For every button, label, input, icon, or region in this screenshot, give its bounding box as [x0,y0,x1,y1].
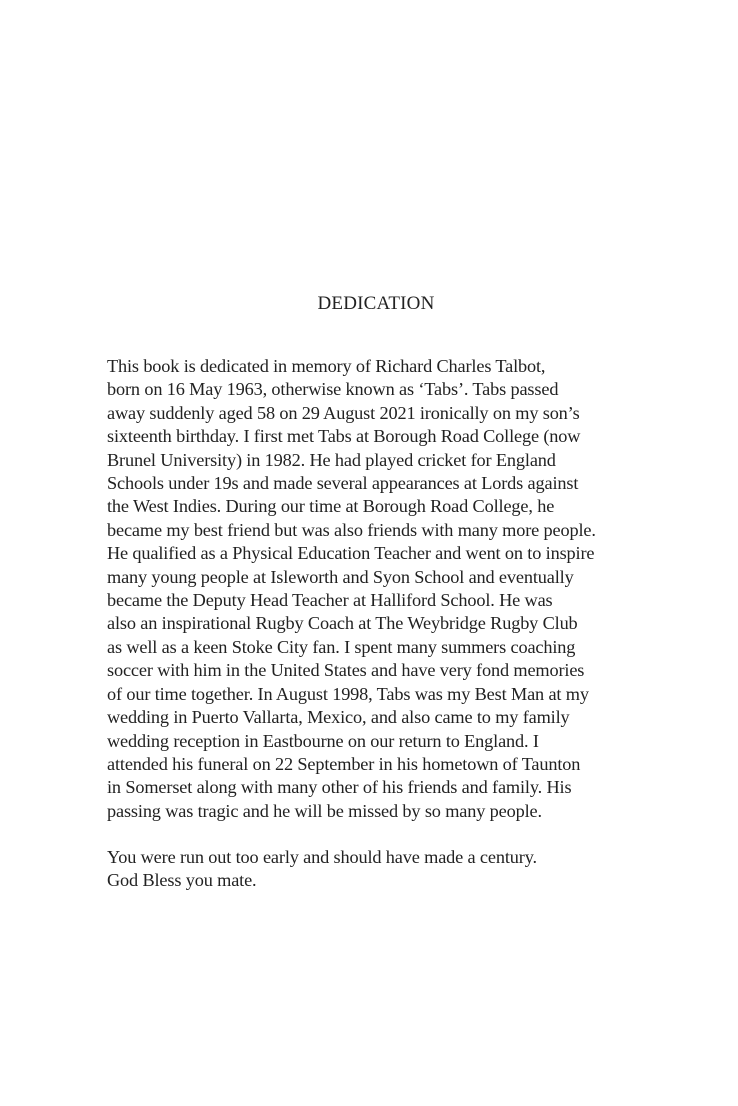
dedication-line: Brunel University) in 1982. He had played cricket for England [107,449,556,470]
dedication-line: as well as a keen Stoke City fan. I spent many summers coaching [107,636,576,657]
dedication-line: also an inspirational Rugby Coach at The Weybridge Rugby Club [107,613,578,634]
dedication-line: wedding reception in Eastbourne on our return to England. I [107,730,539,751]
closing-line: God Bless you mate. [107,870,257,891]
dedication-line: soccer with him in the United States and have very fond memories [107,660,585,681]
dedication-line: in Somerset along with many other of his friends and family. His [107,777,572,798]
dedication-line: born on 16 May 1963, otherwise known as ‘Tabs’. Tabs passed [107,379,559,400]
dedication-line: many young people at Isleworth and Syon School and eventually [107,566,574,587]
dedication-line: He qualified as a Physical Education Teacher and went on to inspire [107,543,595,564]
closing-line: You were run out too early and should have made a century. [107,847,537,867]
dedication-line: away suddenly aged 58 on 29 August 2021 ironically on my son’s [107,402,580,423]
page-title: DEDICATION [317,293,435,314]
dedication-line: became my best friend but was also friends with many more people. [107,519,596,540]
dedication-line: Schools under 19s and made several appearances at Lords against [107,473,579,494]
dedication-paragraph [107,355,667,823]
dedication-line: sixteenth birthday. I first met Tabs at Borough Road College (now [107,426,581,447]
dedication-line: passing was tragic and he will be missed by so many people. [107,800,542,821]
dedication-line: wedding in Puerto Vallarta, Mexico, and also came to my family [107,707,570,728]
dedication-line: attended his funeral on 22 September in his hometown of Taunton [107,753,581,774]
dedication-line: became the Deputy Head Teacher at Halliford School. He was [107,590,553,611]
dedication-line: This book is dedicated in memory of Richard Charles Talbot, [107,356,546,376]
closing-paragraph [107,846,667,893]
dedication-line: of our time together. In August 1998, Tabs was my Best Man at my [107,683,589,704]
dedication-line: the West Indies. During our time at Borough Road College, he [107,496,555,517]
